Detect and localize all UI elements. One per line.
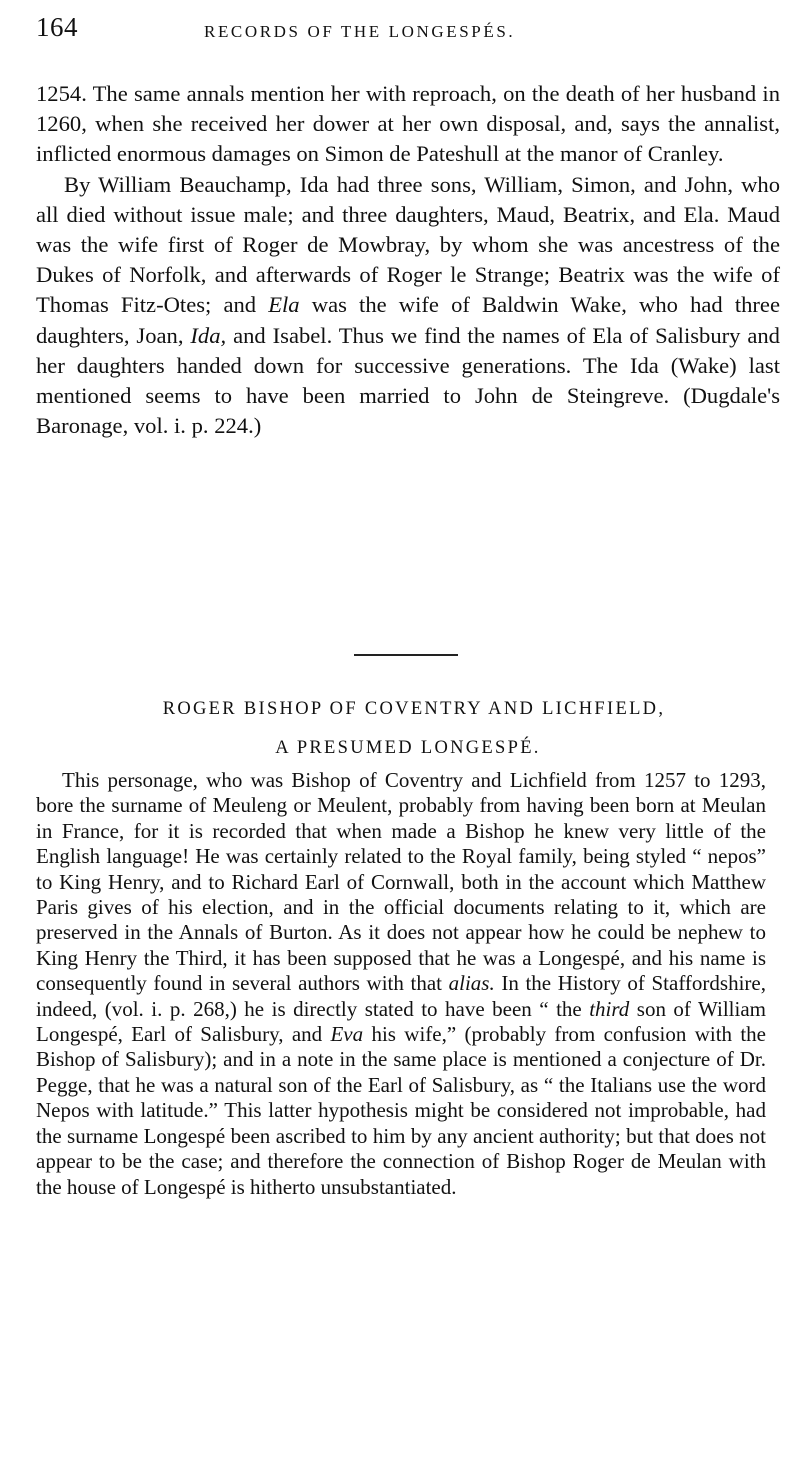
page-number: 164 [36, 12, 78, 42]
section-heading-line-2: A PRESUMED LONGESPÉ. [275, 738, 541, 758]
book-page [36, 0, 780, 1474]
paragraph-beauchamp-family [36, 170, 780, 442]
text-run: By William Beauchamp, Ida had three sons, William, Simon, and John, who all died without issue male; and three daughters, Maud, Beatrix, and Ela. Maud was the wife first of Roger de Mowbray, by whom she was ancestress of the Dukes of Norfolk, and afterwards of Roger le Strange; Beatrix was the wife of Thomas Fitz-Otes; and [36, 171, 780, 318]
section-ida-beauchamp [36, 79, 780, 441]
section-heading [36, 690, 780, 768]
text-run: and Isabel. Thus we find the names of Ela of Salisbury and her daughters handed down for successive generations. The Ida (Wake) last mentioned seems to have been married to John de Steingreve. (Dugdale's Baronage, vol. i. p. 224.) [36, 322, 780, 439]
paragraph-bishop-roger [36, 768, 766, 1200]
text-run: In the History of Staffordshire, indeed, (vol. i. p. 268,) he is directly stated to have been “ the [36, 971, 766, 1021]
italic-name: Eva [330, 1022, 364, 1047]
running-title: RECORDS OF THE LONGESPÉS. [204, 22, 516, 41]
running-head [36, 12, 780, 52]
text-run: son of William Longespé, Earl of Salisbury, and [36, 996, 766, 1047]
text-run: was the wife of Baldwin Wake, who had three daughters, Joan, [36, 292, 780, 348]
section-heading-line-1: ROGER BISHOP OF COVENTRY AND LICHFIELD, [162, 699, 666, 719]
text-run: This personage, who was Bishop of Coventry and Lichfield from 1257 to 1293, bore the surname of Meuleng or Meulent, probably from having been born at Meulan in France, for it is recorded that when made a Bishop he knew very little of the English language! He was certainly related to the Royal family, being styled “ nepos” to King Henry, and to Richard Earl of Cornwall, both in the account which Matthew Paris gives of his election, and in the official documents relating to it, which are preserved in the Annals of Burton. As it does not appear how he could be nephew to King Henry the Third, it has been supposed that he was a Longespé, and his name is consequently found in several authors with that [36, 768, 766, 996]
text-run: his wife,” (probably from confusion with the Bishop of Salisbury); and in a note in the same place is mentioned a conjecture of Dr. Pegge, that he was a natural son of the Earl of Salisbury, as “ the Italians use the word Nepos with latitude.” This latter hypothesis might be considered not improbable, had the surname Longespé been ascribed to him by any ancient authority; but that does not appear to be the case; and therefore the connection of Bishop Roger de Meulan with the house of Longespé is hitherto unsubstantiated. [36, 1022, 767, 1199]
section-divider-rule [354, 654, 458, 656]
italic-word: alias. [448, 971, 495, 996]
paragraph-annals: 1254. The same annals mention her with reproach, on the death of her husband in 1260, when she received her dower at her own disposal, and, says the annalist, inflicted enormous damages on Simon de Pateshull at the manor of Cranley. [36, 81, 780, 167]
italic-name: Ida, [190, 322, 227, 348]
section-bishop-roger [36, 768, 766, 1200]
italic-name: Ela [268, 292, 300, 318]
italic-word: third [589, 996, 630, 1021]
